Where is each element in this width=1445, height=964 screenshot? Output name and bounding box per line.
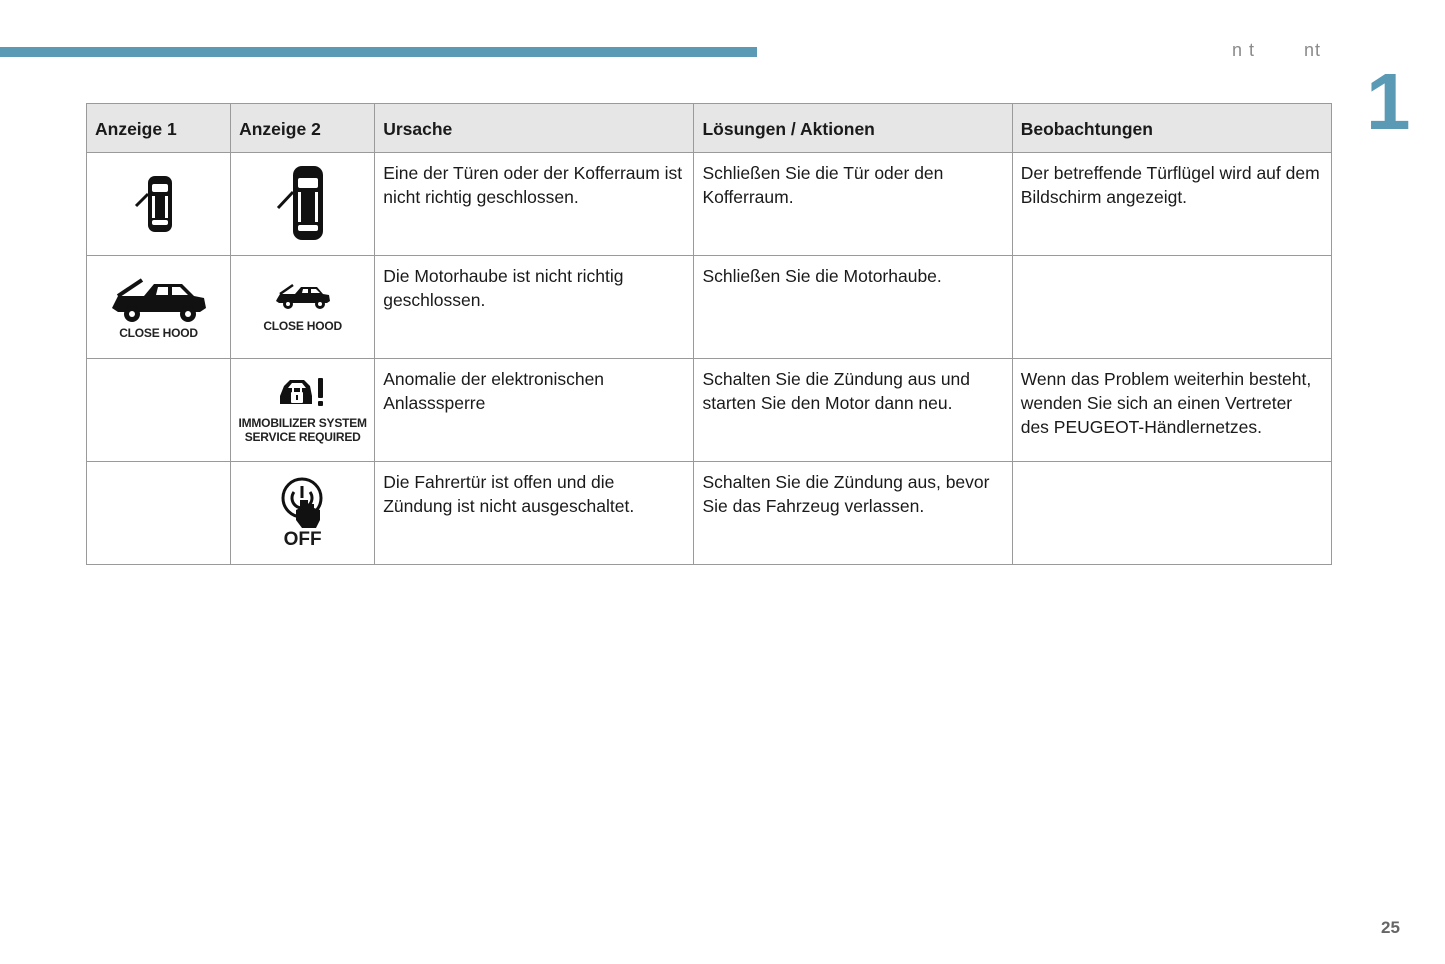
header-right-text: nt	[1304, 40, 1322, 60]
anzeige1-cell	[87, 153, 231, 256]
column-header: Anzeige 1	[87, 104, 231, 153]
anzeige1-cell	[87, 359, 231, 462]
header-accent-bar	[0, 47, 757, 57]
header-left-text: n t	[1232, 40, 1256, 60]
anzeige2-cell	[231, 256, 375, 359]
table-row	[87, 153, 1332, 256]
loesungen-cell: Schließen Sie die Tür oder den Kofferraum.	[694, 153, 1012, 256]
ursache-cell: Die Fahrertür ist offen und die Zündung ist nicht ausgeschaltet.	[375, 462, 694, 565]
column-header: Lösungen / Aktionen	[694, 104, 1012, 153]
anzeige2-cell	[231, 359, 375, 462]
immobilizer-warning-icon	[278, 376, 328, 410]
anzeige1-cell	[87, 256, 231, 359]
anzeige2-cell	[231, 153, 375, 256]
door-open-car-icon	[275, 164, 331, 244]
icon-caption: CLOSE HOOD	[263, 319, 342, 333]
hood-open-car-icon	[275, 281, 331, 313]
beobachtungen-cell: Der betreffende Türflügel wird auf dem Bildschirm angezeigt.	[1012, 153, 1331, 256]
beobachtungen-cell	[1012, 462, 1331, 565]
anzeige2-cell	[231, 462, 375, 565]
ursache-cell: Anomalie der elektronischen Anlasssperre	[375, 359, 694, 462]
column-header: Ursache	[375, 104, 694, 153]
table-row	[87, 462, 1332, 565]
ignition-off-button-icon	[280, 476, 326, 530]
icon-caption: IMMOBILIZER SYSTEM	[238, 416, 367, 430]
beobachtungen-cell	[1012, 256, 1331, 359]
column-header: Anzeige 2	[231, 104, 375, 153]
ursache-cell: Die Motorhaube ist nicht richtig geschlossen.	[375, 256, 694, 359]
table-row	[87, 256, 1332, 359]
beobachtungen-cell: Wenn das Problem weiterhin besteht, wenden Sie sich an einen Vertreter des PEUGEOT-Händlernetzes.	[1012, 359, 1331, 462]
anzeige1-cell	[87, 462, 231, 565]
table-row	[87, 359, 1332, 462]
icon-caption: CLOSE HOOD	[119, 326, 198, 340]
chapter-number: 1	[1366, 57, 1411, 146]
warning-table	[86, 103, 1332, 565]
icon-caption: OFF	[283, 529, 322, 550]
ursache-cell: Eine der Türen oder der Kofferraum ist nicht richtig geschlossen.	[375, 153, 694, 256]
icon-caption: SERVICE REQUIRED	[244, 430, 361, 444]
column-header: Beobachtungen	[1012, 104, 1331, 153]
loesungen-cell: Schließen Sie die Motorhaube.	[694, 256, 1012, 359]
table-header-row	[87, 104, 1332, 153]
hood-open-car-icon	[110, 274, 208, 326]
door-open-car-icon	[134, 172, 184, 236]
loesungen-cell: Schalten Sie die Zündung aus, bevor Sie das Fahrzeug verlassen.	[694, 462, 1012, 565]
loesungen-cell: Schalten Sie die Zündung aus und starten Sie den Motor dann neu.	[694, 359, 1012, 462]
page-number: 25	[1381, 918, 1400, 937]
